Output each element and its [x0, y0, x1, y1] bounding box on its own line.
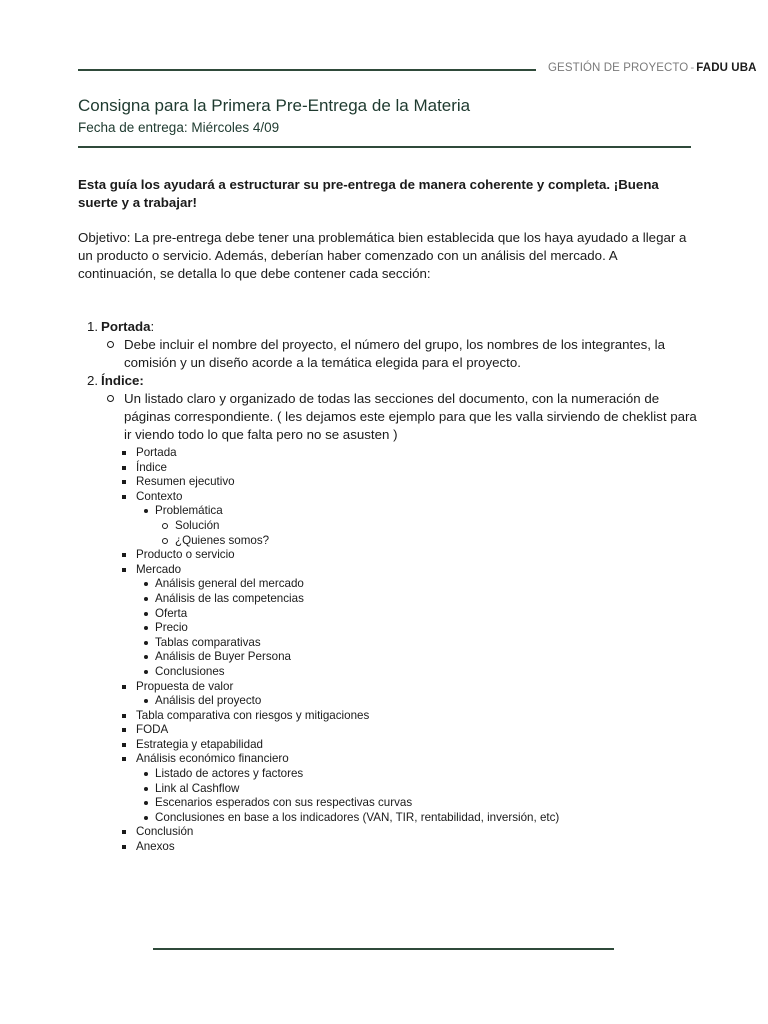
index-item-text: Tablas comparativas [155, 635, 261, 649]
index-item-text: Análisis de Buyer Persona [155, 650, 291, 664]
index-item-text: Índice [136, 460, 167, 474]
circle-bullet-icon [107, 341, 114, 348]
index-item-text: Oferta [155, 606, 188, 620]
index-item [78, 796, 698, 811]
index-item-text: Análisis del proyecto [155, 694, 262, 708]
index-item [78, 548, 698, 563]
header-rule [78, 69, 536, 71]
disc-bullet-icon [144, 612, 148, 616]
due-date: Fecha de entrega: Miércoles 4/09 [78, 120, 280, 135]
index-item-text: Anexos [136, 840, 175, 854]
section-suffix: : [150, 319, 155, 334]
index-item-text: Conclusión [136, 825, 194, 839]
section-text: Debe incluir el nombre del proyecto, el número del grupo, los nombres de los integrantes, la comisión y un diseño acorde a la temática elegida para el proyecto. [124, 337, 666, 370]
section-portada-heading [78, 318, 698, 336]
disc-bullet-icon [144, 772, 148, 776]
index-item [78, 738, 698, 753]
index-item [78, 461, 698, 476]
disc-bullet-icon [144, 699, 148, 703]
index-item [78, 767, 698, 782]
index-item-text: Análisis general del mercado [155, 577, 304, 591]
index-item-text: Análisis de las competencias [155, 591, 304, 605]
section-indice-description [78, 390, 698, 444]
disc-bullet-icon [144, 626, 148, 630]
objective-paragraph: Objetivo: La pre-entrega debe tener una problemática bien establecida que los haya ayudado a llegar a un producto o servicio. Además, deberían haber comenzado con un análisis del mercado. A continuación, se detalla lo que debe contener cada sección: [78, 230, 687, 281]
section-label: Índice: [101, 373, 144, 388]
index-item-text: Portada [136, 446, 177, 459]
disc-bullet-icon [144, 787, 148, 791]
index-item-text: Precio [155, 621, 188, 635]
index-item [78, 665, 698, 680]
section-number: 1. [87, 319, 99, 334]
brand-separator: - [690, 62, 695, 74]
index-item-text: Mercado [136, 562, 182, 576]
disc-bullet-icon [144, 816, 148, 820]
disc-bullet-icon [144, 670, 148, 674]
brand-institution: FADU UBA [696, 62, 757, 74]
square-bullet-icon [122, 466, 126, 470]
index-item-text: Link al Cashflow [155, 781, 240, 795]
index-item [78, 519, 698, 534]
index-item [78, 709, 698, 724]
section-text: Un listado claro y organizado de todas las secciones del documento, con la numeración de páginas correspondiente. ( les dejamos este ejemplo para que les valla sirviendo de cheklist para ir viendo todo lo que falta pero no se asusten ) [124, 391, 697, 442]
disc-bullet-icon [144, 509, 148, 513]
index-item-text: Conclusiones en base a los indicadores (VAN, TIR, rentabilidad, inversión, etc) [155, 810, 560, 824]
index-item-text: Análisis económico financiero [136, 752, 289, 766]
index-item [78, 636, 698, 651]
square-bullet-icon [122, 845, 126, 849]
index-item-text: Estrategia y etapabilidad [136, 737, 263, 751]
index-item [78, 811, 698, 826]
index-item [78, 504, 698, 519]
square-bullet-icon [122, 480, 126, 484]
square-bullet-icon [122, 728, 126, 732]
index-item [78, 490, 698, 505]
index-item [78, 563, 698, 578]
square-bullet-icon [122, 553, 126, 557]
index-item [78, 840, 698, 855]
section-portada-description [78, 336, 698, 372]
index-item [78, 577, 698, 592]
index-item [78, 723, 698, 738]
index-checklist [78, 446, 698, 855]
index-item [78, 534, 698, 549]
index-item-text: Producto o servicio [136, 548, 235, 562]
intro-paragraph: Esta guía los ayudará a estructurar su pre-entrega de manera coherente y completa. ¡Buena suerte y a trabajar! [78, 177, 659, 210]
index-item-text: Resumen ejecutivo [136, 475, 235, 489]
disc-bullet-icon [144, 597, 148, 601]
section-label: Portada [101, 319, 151, 334]
index-item-text: Problemática [155, 504, 223, 518]
square-bullet-icon [122, 495, 126, 499]
disc-bullet-icon [144, 582, 148, 586]
index-item-text: Tabla comparativa con riesgos y mitigaciones [136, 708, 370, 722]
index-item [78, 650, 698, 665]
disc-bullet-icon [144, 655, 148, 659]
section-number: 2. [87, 373, 99, 388]
index-item [78, 607, 698, 622]
square-bullet-icon [122, 451, 126, 455]
index-item-text: Escenarios esperados con sus respectivas curvas [155, 796, 413, 810]
title-rule [78, 146, 691, 148]
disc-bullet-icon [144, 641, 148, 645]
index-item-text: ¿Quienes somos? [175, 533, 270, 547]
index-item-text: Listado de actores y factores [155, 767, 304, 781]
footer-rule [153, 948, 614, 950]
square-bullet-icon [122, 714, 126, 718]
index-item [78, 752, 698, 767]
index-item-text: Conclusiones [155, 664, 225, 678]
index-item [78, 621, 698, 636]
index-item [78, 680, 698, 695]
index-item [78, 694, 698, 709]
circle-bullet-icon [162, 538, 168, 544]
page-title: Consigna para la Primera Pre-Entrega de la Materia [78, 96, 471, 115]
index-item [78, 592, 698, 607]
circle-bullet-icon [107, 395, 114, 402]
index-item [78, 446, 698, 461]
index-item-text: Propuesta de valor [136, 679, 234, 693]
index-item [78, 825, 698, 840]
disc-bullet-icon [144, 801, 148, 805]
index-item-text: Solución [175, 518, 220, 532]
section-indice-heading [78, 372, 698, 390]
header-brand [548, 62, 757, 74]
square-bullet-icon [122, 830, 126, 834]
square-bullet-icon [122, 685, 126, 689]
square-bullet-icon [122, 743, 126, 747]
square-bullet-icon [122, 757, 126, 761]
index-item-text: Contexto [136, 489, 183, 503]
index-item [78, 782, 698, 797]
brand-subject: GESTIÓN DE PROYECTO [548, 62, 689, 74]
index-item [78, 475, 698, 490]
circle-bullet-icon [162, 523, 168, 529]
square-bullet-icon [122, 568, 126, 572]
index-item-text: FODA [136, 723, 169, 737]
sections-list [78, 318, 698, 444]
